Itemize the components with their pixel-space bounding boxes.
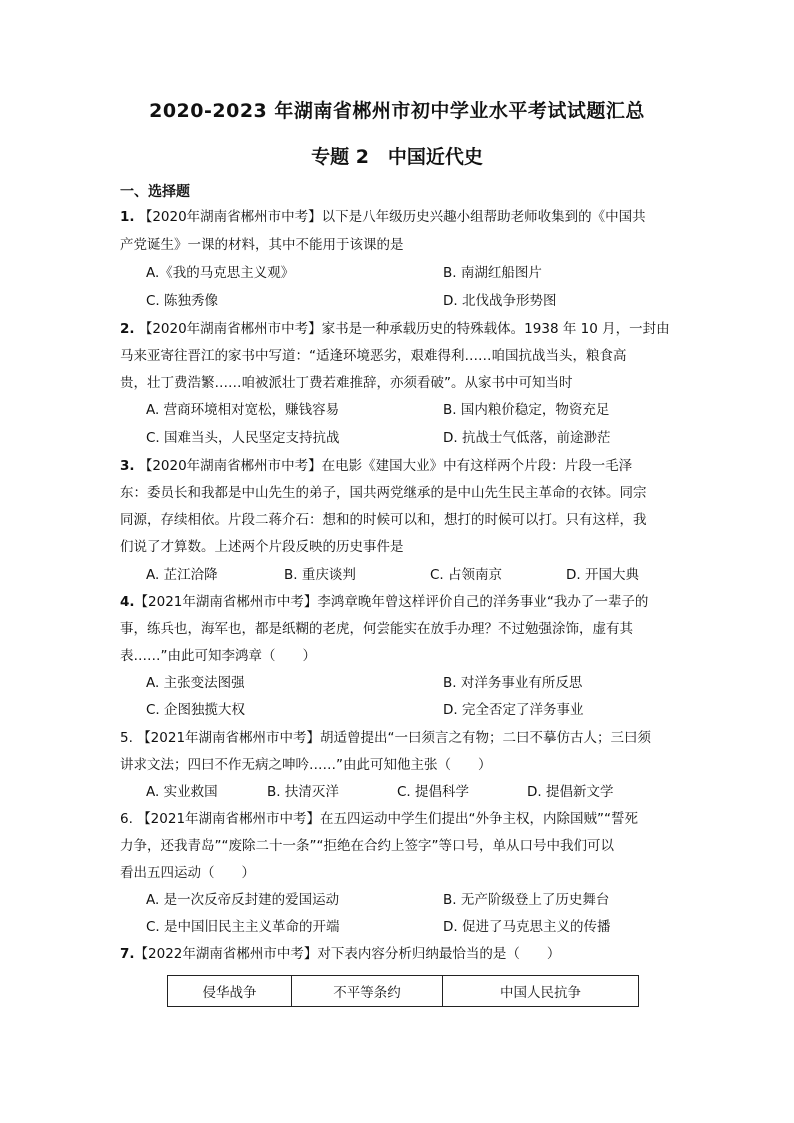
question-2-option-a: A. 营商环境相对宽松，赚钱容易	[146, 402, 340, 418]
question-4-option-b: B. 对洋务事业有所反思	[443, 675, 583, 691]
question-5-line-2: 讲求文法；四曰不作无病之呻吟……”由此可知他主张（ ）	[120, 757, 492, 773]
question-5-option-c: C. 提倡科学	[397, 784, 470, 800]
question-1-option-c: C. 陈独秀像	[146, 293, 219, 309]
question-2-line-2: 马来亚寄往晋江的家书中写道：“适逢环境恶劣，艰难得利……咱国抗战当头，粮食高	[120, 348, 627, 364]
table-header-cell: 不平等条约	[292, 976, 443, 1007]
question-4-option-d: D. 完全否定了洋务事业	[443, 702, 584, 718]
question-2-option-c: C. 国难当头，人民坚定支持抗战	[146, 430, 340, 446]
question-1-line-1: 1. 【2020年湖南省郴州市中考】以下是八年级历史兴趣小组帮助老师收集到的《中国共	[120, 209, 646, 225]
question-4-line-2: 事，练兵也，海军也，都是纸糊的老虎，何尝能实在放手办理？不过勉强涂饰，虚有其	[120, 621, 633, 637]
question-2-line-1: 2. 【2020年湖南省郴州市中考】家书是一种承载历史的特殊载体。1938 年 10 月，一封由	[120, 321, 670, 337]
question-4-line-3: 表……”由此可知李鸿章（ ）	[120, 648, 316, 664]
question-2-line-3: 贵，壮丁费浩繁……咱被派壮丁费若难推辞，亦须看破”。从家书中可知当时	[120, 375, 573, 391]
question-4-option-a: A. 主张变法图强	[146, 675, 245, 691]
question-6-option-c: C. 是中国旧民主主义革命的开端	[146, 919, 340, 935]
question-6-line-1: 6. 【2021年湖南省郴州市中考】在五四运动中学生们提出“外争主权，内除国贼”“誓死	[120, 811, 639, 827]
question-3-option-b: B. 重庆谈判	[284, 567, 356, 583]
question-3-option-d: D. 开国大典	[566, 567, 639, 583]
question-6-line-2: 力争，还我青岛”“废除二十一条”“拒绝在合约上签字”等口号，单从口号中我们可以	[120, 838, 614, 854]
question-5-option-a: A. 实业救国	[146, 784, 218, 800]
question-3-line-1: 3. 【2020年湖南省郴州市中考】在电影《建国大业》中有这样两个片段：片段一毛泽	[120, 458, 633, 474]
question-4-line-1: 4.【2021年湖南省郴州市中考】李鸿章晚年曾这样评价自己的洋务事业“我办了一辈子的	[120, 594, 649, 610]
question-6-option-b: B. 无产阶级登上了历史舞台	[443, 892, 610, 908]
question-1-option-b: B. 南湖红船图片	[443, 265, 542, 281]
table-header-cell: 侵华战争	[168, 976, 292, 1007]
table-row	[168, 976, 639, 1007]
question-5-option-b: B. 扶清灭洋	[267, 784, 339, 800]
question-6-option-d: D. 促进了马克思主义的传播	[443, 919, 611, 935]
question-6-line-3: 看出五四运动（ ）	[120, 865, 255, 881]
question-4-option-c: C. 企图独揽大权	[146, 702, 246, 718]
question-3-option-c: C. 占领南京	[430, 567, 503, 583]
question-5-line-1: 5. 【2021年湖南省郴州市中考】胡适曾提出“一曰须言之有物；二曰不摹仿古人；三曰须	[120, 730, 652, 746]
question-3-option-a: A. 芷江洽降	[146, 567, 218, 583]
section-heading: 一、选择题	[120, 184, 190, 200]
question-1-line-2: 产党诞生》一课的材料，其中不能用于该课的是	[120, 237, 404, 253]
question-6-option-a: A. 是一次反帝反封建的爱国运动	[146, 892, 340, 908]
question-5-option-d: D. 提倡新文学	[527, 784, 614, 800]
page-subtitle: 专题 2 中国近代史	[311, 146, 483, 168]
question-7-line-1: 7.【2022年湖南省郴州市中考】对下表内容分析归纳最恰当的是（ ）	[120, 946, 561, 962]
question-1-option-d: D. 北伐战争形势图	[443, 293, 557, 309]
question-3-line-2: 东：委员长和我都是中山先生的弟子，国共两党继承的是中山先生民主革命的衣钵。同宗	[120, 485, 647, 501]
question-2-option-b: B. 国内粮价稳定，物资充足	[443, 402, 610, 418]
table-header-cell: 中国人民抗争	[443, 976, 639, 1007]
question-3-line-4: 们说了才算数。上述两个片段反映的历史事件是	[120, 539, 404, 555]
question-2-option-d: D. 抗战士气低落，前途渺茫	[443, 430, 611, 446]
question-1-option-a: A.《我的马克思主义观》	[146, 265, 295, 281]
question-3-line-3: 同源，存续相依。片段二蒋介石：想和的时候可以和，想打的时候可以打。只有这样，我	[120, 512, 647, 528]
page-title: 2020-2023 年湖南省郴州市初中学业水平考试试题汇总	[149, 100, 645, 122]
question-7-table	[167, 975, 639, 1007]
